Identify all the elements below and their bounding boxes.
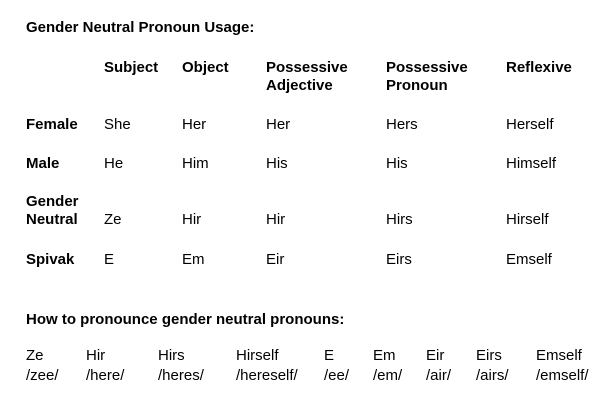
table-cell: Hers — [386, 116, 418, 133]
row-label-spivak — [26, 251, 74, 269]
pronunciation-word: Eir — [426, 347, 445, 364]
column-header-object — [182, 59, 229, 77]
table-cell: His — [386, 155, 408, 172]
header-line: Possessive — [266, 59, 348, 76]
header-line: Subject — [104, 59, 159, 76]
table-cell: Hirs — [386, 211, 413, 228]
header-line: Reflexive — [506, 59, 572, 76]
row-label-line: Male — [26, 155, 60, 172]
pronunciation-word: Hirself — [236, 347, 279, 364]
pronunciation-word: Em — [373, 347, 396, 364]
pronunciation-sound: /ee/ — [324, 367, 350, 384]
table-cell: She — [104, 116, 131, 133]
pronunciation-sound: /em/ — [373, 367, 403, 384]
pronunciation-sound: /emself/ — [536, 367, 589, 384]
table-cell: Hirself — [506, 211, 549, 228]
table-cell: Ze — [104, 211, 122, 228]
header-line: Possessive — [386, 59, 468, 76]
table-cell: Her — [266, 116, 291, 133]
pronunciation-sound: /air/ — [426, 367, 452, 384]
column-header-possessive-pronoun — [386, 59, 468, 95]
table-cell: Herself — [506, 116, 554, 133]
table-cell: Hir — [182, 211, 202, 228]
pronunciation-title: How to pronounce gender neutral pronouns: — [26, 311, 345, 328]
pronunciation-word: Hir — [86, 347, 106, 364]
pronunciation-sound: /heres/ — [158, 367, 204, 384]
pronunciation-sound: /airs/ — [476, 367, 509, 384]
row-label-line: Spivak — [26, 251, 75, 268]
table-cell: Him — [182, 155, 209, 172]
table-cell: Hir — [266, 211, 286, 228]
table-cell: He — [104, 155, 124, 172]
pronunciation-sound: /here/ — [86, 367, 125, 384]
pronunciation-sound: /zee/ — [26, 367, 59, 384]
row-label-female — [26, 116, 78, 134]
table-cell: Eir — [266, 251, 285, 268]
table-cell: Her — [182, 116, 207, 133]
pronunciation-word: E — [324, 347, 335, 364]
pronunciation-word: Ze — [26, 347, 44, 364]
header-line: Object — [182, 59, 229, 76]
pronunciation-word: Emself — [536, 347, 582, 364]
table-cell: E — [104, 251, 115, 268]
pronunciation-word: Hirs — [158, 347, 185, 364]
pronunciation-word: Eirs — [476, 347, 502, 364]
column-header-subject — [104, 59, 158, 77]
table-cell: Em — [182, 251, 205, 268]
pronunciation-sound: /hereself/ — [236, 367, 298, 384]
column-header-possessive-adjective — [266, 59, 348, 95]
header-line: Pronoun — [386, 77, 448, 94]
page-title: Gender Neutral Pronoun Usage: — [26, 19, 255, 36]
row-label-line: Gender — [26, 193, 79, 210]
row-label-gender-neutral — [26, 193, 79, 229]
table-cell: His — [266, 155, 288, 172]
row-label-line: Neutral — [26, 211, 78, 228]
table-cell: Himself — [506, 155, 557, 172]
column-header-reflexive — [506, 59, 572, 77]
row-label-line: Female — [26, 116, 78, 133]
table-cell: Emself — [506, 251, 552, 268]
table-cell: Eirs — [386, 251, 412, 268]
header-line: Adjective — [266, 77, 333, 94]
row-label-male — [26, 155, 59, 173]
